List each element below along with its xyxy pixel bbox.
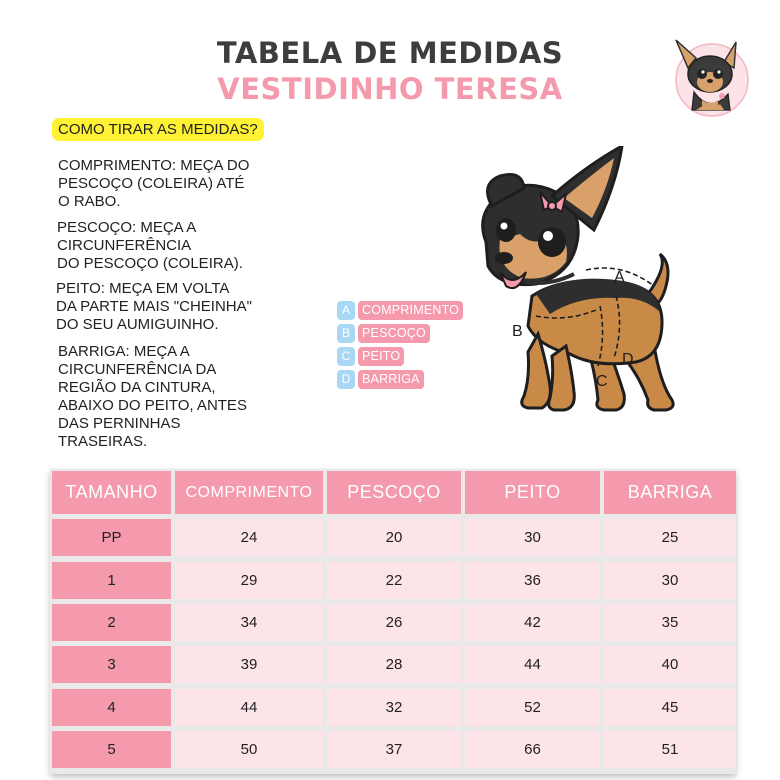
- page-title: TABELA DE MEDIDAS: [216, 36, 564, 70]
- table-cell-barriga: 35: [604, 604, 736, 641]
- table-cell-pescoco: 22: [327, 562, 461, 599]
- legend-letter: A: [337, 301, 355, 320]
- instruction-line: BARRIGA: MEÇA A: [58, 343, 190, 360]
- table-cell-comprimento: 24: [175, 519, 323, 556]
- table-size-cell: 1: [52, 562, 171, 599]
- instruction-line: COMPRIMENTO: MEÇA DO: [58, 157, 250, 174]
- instruction-line: DA PARTE MAIS "CHEINHA": [56, 298, 252, 315]
- table-cell-comprimento: 29: [175, 562, 323, 599]
- table-header-barriga: BARRIGA: [604, 471, 736, 514]
- table-header-peito: PEITO: [465, 471, 600, 514]
- legend-label: COMPRIMENTO: [358, 301, 463, 320]
- table-cell-barriga: 51: [604, 731, 736, 768]
- table-cell-barriga: 40: [604, 646, 736, 683]
- size-table: [50, 469, 736, 774]
- legend-label: PESCOÇO: [358, 324, 430, 343]
- instruction-barriga: [58, 343, 247, 451]
- table-size-cell: 5: [52, 731, 171, 768]
- table-size-cell: 2: [52, 604, 171, 641]
- table-cell-peito: 66: [465, 731, 600, 768]
- legend-item-peito: [337, 347, 463, 366]
- instruction-line: O RABO.: [58, 193, 121, 210]
- table-cell-pescoco: 37: [327, 731, 461, 768]
- table-cell-pescoco: 32: [327, 689, 461, 726]
- instruction-line: ABAIXO DO PEITO, ANTES: [58, 397, 247, 414]
- table-cell-peito: 52: [465, 689, 600, 726]
- measure-letter-a: A: [614, 269, 625, 286]
- table-cell-peito: 44: [465, 646, 600, 683]
- legend-item-comprimento: [337, 301, 463, 320]
- instruction-pescoco: [57, 219, 243, 273]
- chihuahua-logo-icon: [666, 34, 752, 120]
- instruction-line: CIRCUNFERÊNCIA DA: [58, 361, 217, 378]
- table-cell-comprimento: 34: [175, 604, 323, 641]
- instruction-line: DAS PERNINHAS: [58, 415, 181, 432]
- instruction-line: REGIÃO DA CINTURA,: [58, 379, 216, 396]
- instruction-peito: [56, 280, 252, 334]
- legend-letter: B: [337, 324, 355, 343]
- table-cell-barriga: 30: [604, 562, 736, 599]
- legend-letter: C: [337, 347, 355, 366]
- instruction-line: PEITO: MEÇA EM VOLTA: [56, 280, 230, 297]
- table-cell-barriga: 25: [604, 519, 736, 556]
- table-header-pescoco: PESCOÇO: [327, 471, 461, 514]
- instruction-line: PESCOÇO (COLEIRA) ATÉ: [58, 175, 245, 192]
- chihuahua-dog-icon: [466, 146, 694, 418]
- measurement-legend: [337, 301, 463, 393]
- table-cell-peito: 30: [465, 519, 600, 556]
- table-cell-barriga: 45: [604, 689, 736, 726]
- table-size-cell: PP: [52, 519, 171, 556]
- measure-letter-c: C: [596, 373, 608, 390]
- legend-label: BARRIGA: [358, 370, 424, 389]
- table-cell-pescoco: 28: [327, 646, 461, 683]
- legend-item-pescoco: [337, 324, 463, 343]
- table-header-comprimento: COMPRIMENTO: [175, 471, 323, 514]
- table-cell-comprimento: 39: [175, 646, 323, 683]
- instruction-line: PESCOÇO: MEÇA A: [57, 219, 197, 236]
- table-header-tamanho: TAMANHO: [52, 471, 171, 514]
- instruction-line: CIRCUNFERÊNCIA: [57, 237, 192, 254]
- table-size-cell: 3: [52, 646, 171, 683]
- legend-letter: D: [337, 370, 355, 389]
- legend-item-barriga: [337, 370, 463, 389]
- instruction-line: DO SEU AUMIGUINHO.: [56, 316, 219, 333]
- legend-label: PEITO: [358, 347, 404, 366]
- instruction-line: DO PESCOÇO (COLEIRA).: [57, 255, 243, 272]
- table-cell-comprimento: 44: [175, 689, 323, 726]
- measure-letter-b: B: [512, 323, 523, 340]
- how-to-measure-label: COMO TIRAR AS MEDIDAS?: [52, 118, 264, 141]
- table-size-cell: 4: [52, 689, 171, 726]
- measure-letter-d: D: [622, 351, 634, 368]
- table-cell-pescoco: 26: [327, 604, 461, 641]
- table-cell-peito: 42: [465, 604, 600, 641]
- instruction-line: TRASEIRAS.: [58, 433, 148, 450]
- table-cell-peito: 36: [465, 562, 600, 599]
- table-cell-comprimento: 50: [175, 731, 323, 768]
- table-cell-pescoco: 20: [327, 519, 461, 556]
- page-subtitle: VESTIDINHO TERESA: [217, 72, 563, 106]
- instruction-comprimento: [58, 157, 249, 211]
